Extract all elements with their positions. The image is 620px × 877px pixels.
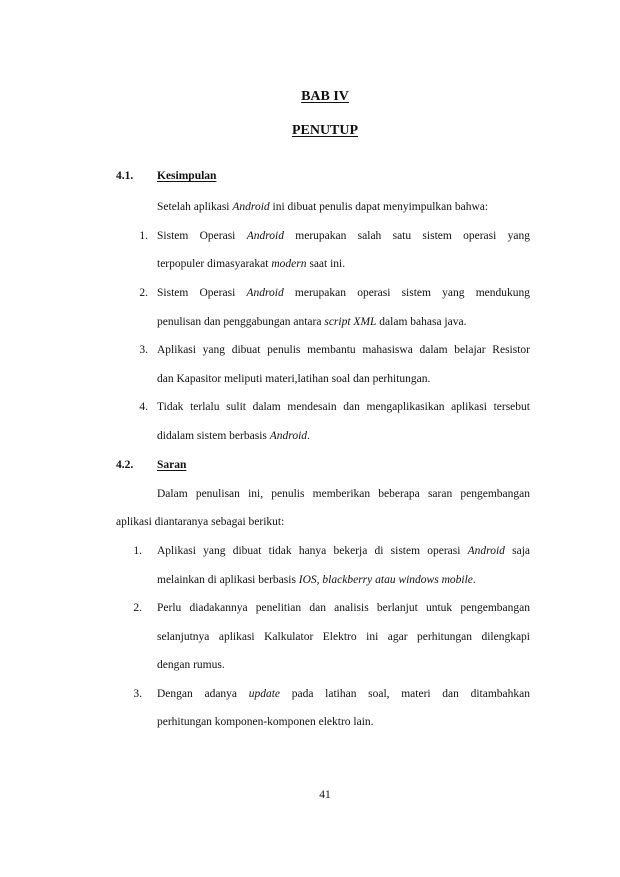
list-item-line: Sistem Operasi Android merupakan salah satu sistem operasi yang bbox=[157, 230, 530, 242]
list-item-number: 1. bbox=[133, 545, 142, 557]
section-number: 4.2. bbox=[116, 459, 134, 471]
chapter-title: PENUTUP bbox=[291, 123, 359, 138]
list-item-line: didalam sistem berbasis Android. bbox=[157, 430, 310, 442]
list-item-number: 3. bbox=[139, 344, 148, 356]
list-item-line: dan Kapasitor meliputi materi,latihan soal dan perhitungan. bbox=[157, 373, 431, 385]
list-item-line: penulisan dan penggabungan antara script XML dalam bahasa java. bbox=[157, 316, 467, 328]
list-item-line: Tidak terlalu sulit dalam mendesain dan mengaplikasikan aplikasi tersebut bbox=[157, 401, 530, 413]
list-item-line: selanjutnya aplikasi Kalkulator Elektro ini agar perhitungan dilengkapi bbox=[157, 631, 530, 643]
list-item-line: Perlu diadakannya penelitian dan analisis berlanjut untuk pengembangan bbox=[157, 602, 530, 614]
list-item-line: melainkan di aplikasi berbasis IOS, blackberry atau windows mobile. bbox=[157, 574, 476, 586]
list-item-line: Aplikasi yang dibuat tidak hanya bekerja di sistem operasi Android saja bbox=[157, 545, 530, 557]
section-intro: Setelah aplikasi Android ini dibuat penulis dapat menyimpulkan bahwa: bbox=[157, 201, 489, 213]
chapter-label: BAB IV bbox=[301, 89, 349, 104]
section-number: 4.1. bbox=[116, 170, 134, 182]
list-item-line: perhitungan komponen-komponen elektro lain. bbox=[157, 716, 374, 728]
list-item-number: 2. bbox=[139, 287, 148, 299]
section-title: Saran bbox=[157, 459, 187, 471]
section-title: Kesimpulan bbox=[157, 170, 217, 182]
list-item-number: 1. bbox=[139, 230, 148, 242]
list-item-number: 2. bbox=[133, 602, 142, 614]
list-item-number: 4. bbox=[139, 401, 148, 413]
list-item-line: terpopuler dimasyarakat modern saat ini. bbox=[157, 258, 346, 270]
list-item-number: 3. bbox=[133, 688, 142, 700]
list-item-line: Dengan adanya update pada latihan soal, materi dan ditambahkan bbox=[157, 688, 531, 700]
section-intro: aplikasi diantaranya sebagai berikut: bbox=[116, 516, 285, 528]
list-item-line: Sistem Operasi Android merupakan operasi sistem yang mendukung bbox=[157, 287, 531, 299]
section-intro: Dalam penulisan ini, penulis memberikan beberapa saran pengembangan bbox=[157, 488, 530, 500]
page-number: 41 bbox=[319, 789, 331, 801]
list-item-line: dengan rumus. bbox=[157, 659, 225, 671]
list-item-line: Aplikasi yang dibuat penulis membantu mahasiswa dalam belajar Resistor bbox=[157, 344, 530, 356]
